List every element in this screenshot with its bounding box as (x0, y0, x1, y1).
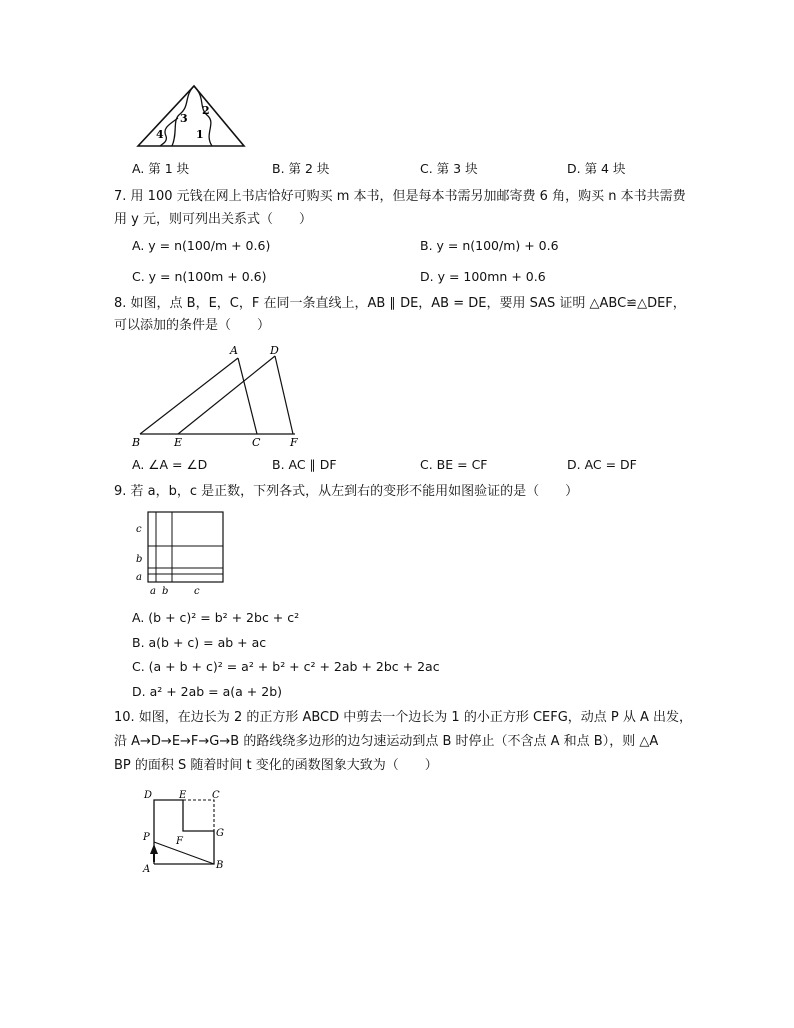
q8-option-a[interactable]: A. ∠A = ∠D (132, 457, 208, 472)
polygon-adefgb (154, 800, 214, 864)
point-label-a: A (230, 344, 238, 357)
q9-option-d[interactable]: D. a² + 2ab = a(a + 2b) (132, 684, 283, 699)
point-label-e: E (174, 436, 183, 449)
segment-ac (238, 358, 257, 434)
piece-label-2: 2 (202, 104, 210, 117)
segment-ab (140, 358, 238, 434)
point-label-d: D (144, 790, 153, 801)
q10-square-figure (140, 786, 236, 876)
q8-option-c[interactable]: C. BE = CF (420, 457, 488, 472)
q6-option-a[interactable]: A. 第 1 块 (132, 161, 190, 176)
q8-option-d[interactable]: D. AC = DF (567, 457, 637, 472)
q8-stem-line2: 可以添加的条件是（ ） (114, 318, 271, 333)
q7-option-c[interactable]: C. y = n(100m + 0.6) (132, 269, 267, 284)
q7-stem-line2: 用 y 元，则可列出关系式（ ） (114, 212, 312, 227)
point-label-c: C (252, 436, 261, 449)
q7-option-d[interactable]: D. y = 100mn + 0.6 (420, 269, 546, 284)
q9-option-a[interactable]: A. (b + c)² = b² + 2bc + c² (132, 610, 300, 625)
q6-option-c[interactable]: C. 第 3 块 (420, 161, 478, 176)
point-label-f: F (176, 836, 183, 847)
point-label-e: E (179, 790, 187, 801)
q9-grid-figure (132, 508, 228, 598)
bottom-label-b: b (162, 586, 169, 597)
q9-option-b[interactable]: B. a(b + c) = ab + ac (132, 635, 267, 650)
segment-pb (154, 842, 214, 864)
side-label-b: b (136, 554, 143, 565)
bottom-label-a: a (150, 586, 156, 597)
piece-label-3: 3 (180, 112, 188, 125)
q6-option-d[interactable]: D. 第 4 块 (567, 161, 626, 176)
point-label-b: B (132, 436, 141, 449)
q8-option-b[interactable]: B. AC ∥ DF (272, 457, 337, 472)
q6-option-b[interactable]: B. 第 2 块 (272, 161, 330, 176)
q10-stem-line1: 10. 如图，在边长为 2 的正方形 ABCD 中剪去一个边长为 1 的小正方形 CEFG，动点 P 从 A 出发， (114, 710, 693, 725)
segment-de (178, 356, 275, 434)
q7-option-a[interactable]: A. y = n(100/m + 0.6) (132, 238, 271, 253)
q10-stem-line2: 沿 A→D→E→F→G→B 的路线绕多边形的边匀速运动到点 B 时停止（不含点 A 和点 B），则 △A (114, 734, 659, 749)
point-label-p: P (143, 832, 150, 843)
point-label-c: C (212, 790, 220, 801)
q8-triangles-figure (130, 344, 310, 450)
point-label-b: B (216, 860, 224, 871)
q8-stem-line1: 8. 如图，点 B，E，C，F 在同一条直线上，AB ∥ DE，AB = DE，要用 SAS 证明 △ABC≌△DEF， (114, 296, 686, 311)
piece-label-4: 4 (156, 128, 164, 141)
q7-option-b[interactable]: B. y = n(100/m) + 0.6 (420, 238, 559, 253)
bottom-label-c: c (194, 586, 200, 597)
up-arrow-icon (150, 844, 158, 854)
removed-square-edges (183, 800, 214, 831)
q9-option-c[interactable]: C. (a + b + c)² = a² + b² + c² + 2ab + 2bc + 2ac (132, 659, 440, 674)
side-label-c: c (136, 524, 142, 535)
q7-stem-line1: 7. 用 100 元钱在网上书店恰好可购买 m 本书，但是每本书需另加邮寄费 6 角，购买 n 本书共需费 (114, 189, 686, 204)
triangle-outline (138, 86, 244, 146)
point-label-d: D (270, 344, 279, 357)
side-label-a: a (136, 572, 142, 583)
grid-outline (148, 512, 223, 582)
q10-stem-line3: BP 的面积 S 随着时间 t 变化的函数图象大致为（ ） (114, 758, 438, 773)
point-label-f: F (290, 436, 298, 449)
segment-df (275, 356, 293, 434)
piece-label-1: 1 (196, 128, 204, 141)
point-label-a: A (143, 864, 151, 875)
q6-triangle-figure (132, 84, 250, 150)
point-label-g: G (216, 828, 224, 839)
q9-stem-line1: 9. 若 a，b，c 是正数，下列各式，从左到右的变形不能用如图验证的是（ ） (114, 484, 579, 499)
